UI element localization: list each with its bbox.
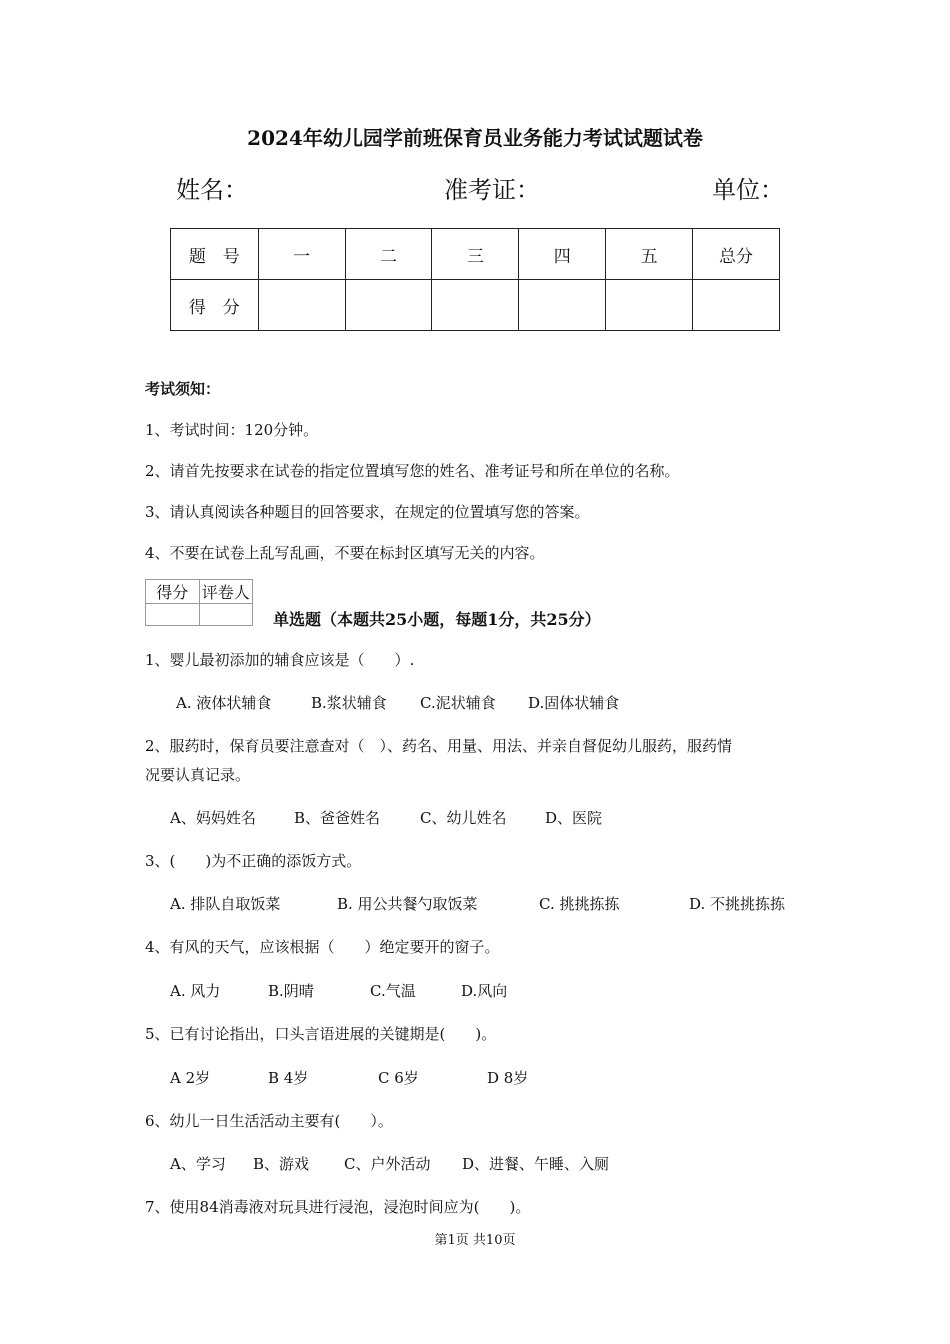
option-d: D、进餐、午睡、入厕 bbox=[462, 1155, 610, 1173]
section-title: 单选题（本题共25小题，每题1分，共25分） bbox=[273, 610, 601, 629]
option-c: C.气温 bbox=[370, 982, 416, 1000]
notice-item: 4、不要在试卷上乱写乱画，不要在标封区填写无关的内容。 bbox=[145, 544, 545, 562]
notice-heading: 考试须知： bbox=[145, 380, 221, 398]
score-table-header: 题 号 bbox=[171, 229, 259, 280]
question-stem-cont: 况要认真记录。 bbox=[145, 766, 251, 784]
question-stem: 3、( )为不正确的添饭方式。 bbox=[145, 852, 362, 870]
question-stem: 4、有风的天气，应该根据（ ）绝定要开的窗子。 bbox=[145, 938, 500, 956]
option-d: D.固体状辅食 bbox=[528, 694, 620, 712]
option-b: B. 用公共餐勺取饭菜 bbox=[337, 895, 478, 913]
option-a: A 2岁 bbox=[170, 1069, 211, 1087]
question-stem: 1、婴儿最初添加的辅食应该是（ ）. bbox=[145, 651, 415, 669]
notice-item: 1、考试时间：120分钟。 bbox=[145, 421, 319, 439]
grader-score-cell bbox=[146, 604, 200, 626]
score-cell bbox=[519, 280, 606, 331]
option-d: D. 不挑挑拣拣 bbox=[689, 895, 786, 913]
exam-title: 2024年幼儿园学前班保育员业务能力考试试题试卷 bbox=[247, 126, 703, 150]
option-b: B.阴晴 bbox=[268, 982, 314, 1000]
option-c: C. 挑挑拣拣 bbox=[539, 895, 620, 913]
score-table-header: 二 bbox=[345, 229, 432, 280]
grader-table bbox=[145, 579, 253, 626]
option-b: B、游戏 bbox=[253, 1155, 310, 1173]
option-d: D.风向 bbox=[461, 982, 508, 1000]
question-stem: 2、服药时，保育员要注意查对（ ）、药名、用量、用法、并亲自督促幼儿服药，服药情 bbox=[145, 737, 733, 755]
notice-item: 2、请首先按要求在试卷的指定位置填写您的姓名、准考证号和所在单位的名称。 bbox=[145, 462, 680, 480]
option-b: B 4岁 bbox=[268, 1069, 309, 1087]
score-table bbox=[170, 228, 780, 331]
grader-name-cell bbox=[199, 604, 253, 626]
score-cell bbox=[345, 280, 432, 331]
score-table-header: 五 bbox=[606, 229, 693, 280]
option-a: A. 排队自取饭菜 bbox=[170, 895, 281, 913]
score-table-header: 三 bbox=[432, 229, 519, 280]
score-row-label: 得 分 bbox=[171, 280, 259, 331]
name-label: 姓名： bbox=[176, 176, 248, 204]
page-footer: 第1页 共10页 bbox=[434, 1233, 516, 1248]
option-b: B.浆状辅食 bbox=[311, 694, 387, 712]
notice-item: 3、请认真阅读各种题目的回答要求，在规定的位置填写您的答案。 bbox=[145, 503, 590, 521]
grader-score-label: 得分 bbox=[146, 580, 200, 604]
score-cell bbox=[258, 280, 345, 331]
option-d: D 8岁 bbox=[487, 1069, 529, 1087]
score-table-header: 总分 bbox=[693, 229, 780, 280]
exam-id-label: 准考证： bbox=[444, 176, 540, 204]
question-stem: 7、使用84消毒液对玩具进行浸泡，浸泡时间应为( )。 bbox=[145, 1198, 531, 1216]
option-d: D、医院 bbox=[545, 809, 603, 827]
option-a: A. 液体状辅食 bbox=[176, 694, 272, 712]
option-b: B、爸爸姓名 bbox=[294, 809, 381, 827]
score-table-header: 一 bbox=[258, 229, 345, 280]
option-a: A. 风力 bbox=[170, 982, 221, 1000]
option-c: C、户外活动 bbox=[344, 1155, 431, 1173]
score-cell bbox=[606, 280, 693, 331]
score-cell bbox=[693, 280, 780, 331]
question-stem: 6、幼儿一日生活活动主要有( ）。 bbox=[145, 1112, 393, 1130]
option-c: C.泥状辅食 bbox=[420, 694, 496, 712]
question-stem: 5、已有讨论指出，口头言语进展的关键期是( )。 bbox=[145, 1025, 497, 1043]
option-c: C、幼儿姓名 bbox=[420, 809, 507, 827]
grader-name-label: 评卷人 bbox=[199, 580, 253, 604]
score-table-header: 四 bbox=[519, 229, 606, 280]
option-a: A、学习 bbox=[170, 1155, 226, 1173]
option-c: C 6岁 bbox=[378, 1069, 419, 1087]
score-cell bbox=[432, 280, 519, 331]
unit-label: 单位： bbox=[712, 176, 784, 204]
option-a: A、妈妈姓名 bbox=[170, 809, 256, 827]
